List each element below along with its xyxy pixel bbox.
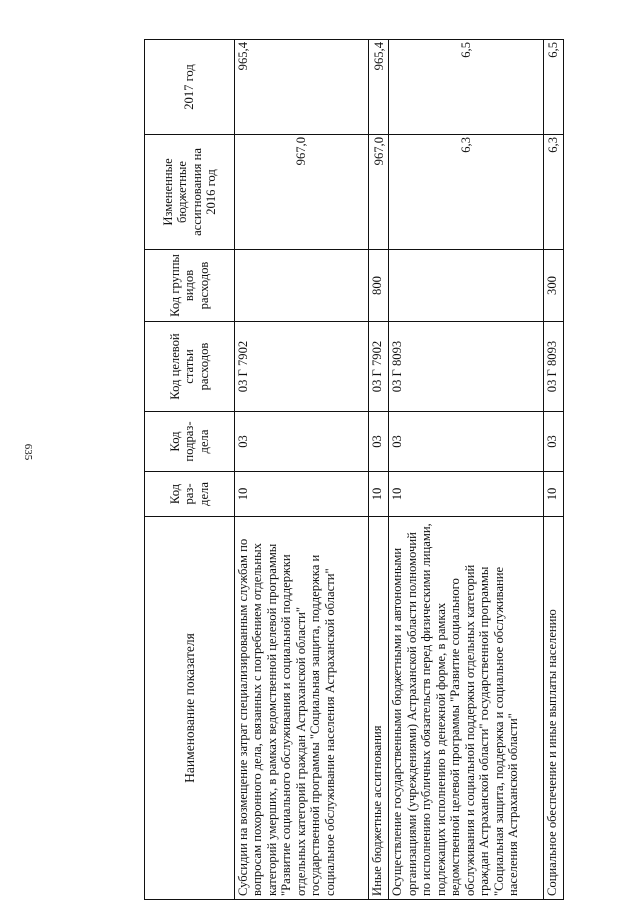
row-gruppa — [389, 250, 543, 322]
row-tselevaya: 03 Г 7902 — [235, 322, 369, 412]
row-podrazdel: 03 — [235, 412, 369, 472]
row-2017: 965,4 — [369, 40, 389, 135]
row-izmenennye: 6,3 — [389, 135, 543, 250]
row-gruppa — [235, 250, 369, 322]
header-razdel: Код раз-дела — [145, 472, 235, 517]
budget-table-sheet — [144, 40, 564, 900]
row-podrazdel: 03 — [389, 412, 543, 472]
table-header-row — [145, 40, 235, 900]
row-tselevaya: 03 Г 8093 — [543, 322, 563, 412]
row-razdel: 10 — [369, 472, 389, 517]
row-razdel: 10 — [235, 472, 369, 517]
row-2017: 6,5 — [389, 40, 543, 135]
budget-table — [144, 39, 564, 900]
header-name: Наименование показателя — [145, 517, 235, 900]
row-razdel: 10 — [389, 472, 543, 517]
page-number: 635 — [22, 443, 34, 461]
header-tselevaya: Код целевой статьи расходов — [145, 322, 235, 412]
row-name: Субсидии на возмещение затрат специализированным службам по вопросам похоронного дела, связанных с погребением отдельных категорий умерших, в рамках ведомственной целевой программы "Развитие социального обслуживания и социальной поддержки отдельных категорий граждан Астраханской области" государственной программы "Социальная защита, поддержка и социальное обслуживание населения Астраханской области" — [235, 517, 369, 900]
row-2017: 6,5 — [543, 40, 563, 135]
header-2017: 2017 год — [145, 40, 235, 135]
header-podrazdel: Код подраз-дела — [145, 412, 235, 472]
row-izmenennye: 6,3 — [543, 135, 563, 250]
table-row — [369, 40, 389, 900]
row-name: Осуществление государственными бюджетными и автономными организациями (учреждениями) Астраханской области полномочий по исполнению публичных обязательств перед физическими лицами, подлежащих исполнению в денежной форме, в рамках ведомственной целевой программы "Развитие социального обслуживания и социальной поддержки отдельных категорий граждан Астраханской области" государственной программы "Социальная защита, поддержка и социальное обслуживание населения Астраханской области" — [389, 517, 543, 900]
row-tselevaya: 03 Г 7902 — [369, 322, 389, 412]
row-name: Социальное обеспечение и иные выплаты населению — [543, 517, 563, 900]
row-tselevaya: 03 Г 8093 — [389, 322, 543, 412]
table-row — [543, 40, 563, 900]
row-izmenennye: 967,0 — [235, 135, 369, 250]
row-gruppa: 300 — [543, 250, 563, 322]
row-name: Иные бюджетные ассигнования — [369, 517, 389, 900]
header-izmenennye: Измененные бюджетные ассигнования на 2016 год — [145, 135, 235, 250]
table-row — [235, 40, 369, 900]
row-podrazdel: 03 — [543, 412, 563, 472]
table-row — [389, 40, 543, 900]
row-gruppa: 800 — [369, 250, 389, 322]
row-razdel: 10 — [543, 472, 563, 517]
header-gruppa: Код группы видов расходов — [145, 250, 235, 322]
row-podrazdel: 03 — [369, 412, 389, 472]
row-2017: 965,4 — [235, 40, 369, 135]
row-izmenennye: 967,0 — [369, 135, 389, 250]
